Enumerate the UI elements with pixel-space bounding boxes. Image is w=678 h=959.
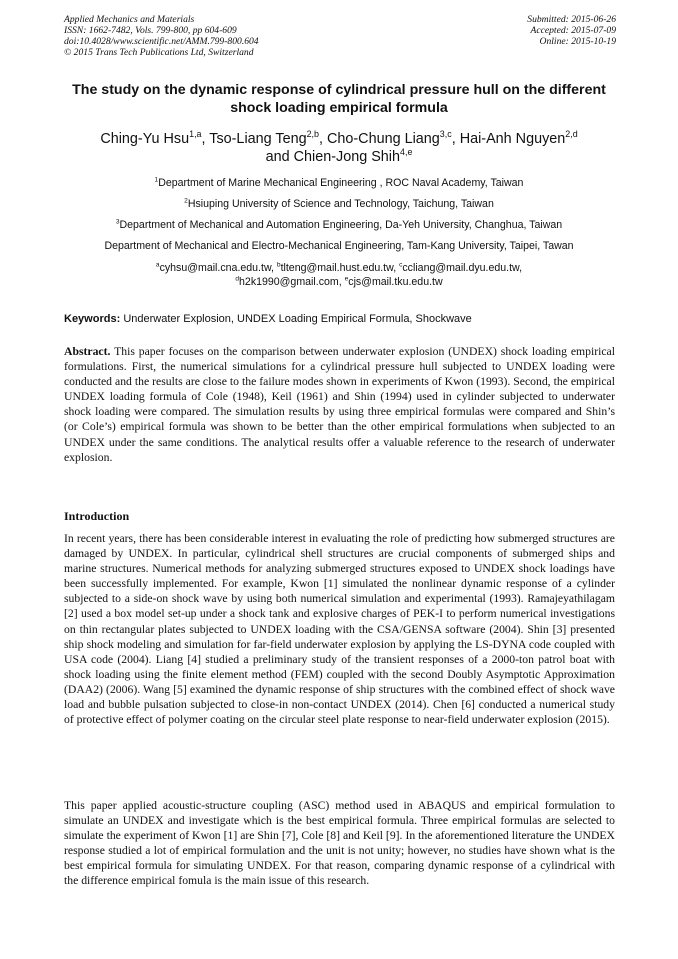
paper-title: The study on the dynamic response of cylindrical pressure hull on the different shock loading empirical formula [72, 82, 606, 116]
email: ccliang@mail.dyu.edu.tw [402, 262, 520, 274]
email-line-2: $^d$h2k1990@gmail.com, $^e$cjs@mail.tku.edu.tw [235, 275, 443, 288]
author-name: Tso-Liang Teng [209, 131, 307, 147]
author-separator: , [318, 131, 327, 147]
email: cjs@mail.tku.edu.tw [348, 276, 443, 288]
affiliation-3 [20, 219, 658, 232]
affiliation-text: Department of Mechanical and Electro-Mechanical Engineering, Tam-Kang University, Taipei, Tawan [104, 240, 574, 252]
journal-name: Applied Mechanics and Materials [64, 14, 195, 25]
author-line-1 [40, 130, 638, 148]
affiliation-2 [20, 198, 658, 211]
author-name: Ching-Yu Hsu [100, 131, 190, 147]
author-line-2 [40, 148, 638, 166]
author-sup: 1,a [189, 129, 202, 140]
author-sup: 2,b [306, 129, 319, 140]
email: tlteng@mail.hust.edu.tw [280, 262, 394, 274]
submission-dates [527, 14, 616, 47]
affiliation-text: Hsiuping University of Science and Technology, Taichung, Taiwan [187, 198, 494, 210]
email: h2k1990@gmail.com [239, 276, 339, 288]
section-heading-introduction: Introduction [64, 509, 130, 523]
abstract-label: Abstract. [64, 345, 111, 358]
intro-paragraph-2: This paper applied acoustic-structure coupling (ASC) method used in ABAQUS and empirical formulation to simulate an UNDEX and investigate which is the best empirical formula. Three empirical formulas are selected to simulate the experiment of Kwon [1] are Shin [7], Cole [8] and Keil [9]. In the aforementioned literature the UNDEX response studied a lot of empirical formulation and the unit is not unity; however, no studies have shown what is the best empirical formula for simulating UNDEX. For that reason, comparing dynamic response of a cylindrical with the difference empirical fomula is the main issue of this research. [64, 799, 615, 888]
journal-info [64, 14, 259, 58]
journal-issn: ISSN: 1662-7482, Vols. 799-800, pp 604-609 [64, 25, 237, 36]
author-separator: , [451, 131, 460, 147]
email-list [20, 261, 658, 289]
author-list [40, 130, 638, 166]
accepted-date: Accepted: 2015-07-09 [530, 25, 616, 36]
email-sup: e [344, 275, 349, 283]
author-sup: 2,d [565, 129, 578, 140]
affiliation-sup: 1 [154, 176, 159, 184]
author-name: Cho-Chung Liang [326, 131, 440, 147]
author-and: and [265, 149, 290, 165]
affiliation-sup: 2 [184, 197, 188, 205]
affiliation-1 [20, 177, 658, 190]
affiliation-text: Department of Marine Mechanical Engineering , ROC Naval Academy, Taiwan [158, 177, 524, 189]
keywords [64, 312, 620, 326]
submitted-date: Submitted: 2015-06-26 [527, 14, 616, 25]
email: cyhsu@mail.cna.edu.tw [159, 262, 272, 274]
author-sup: 4,e [400, 147, 413, 158]
author-name: Chien-Jong Shih [293, 149, 401, 165]
author-name: Hai-Anh Nguyen [459, 131, 566, 147]
affiliation-4 [20, 240, 658, 253]
abstract-text: This paper focuses on the comparison between underwater explosion (UNDEX) shock loading empirical formulations. First, the numerical simulations for a cylindrical pressure hull subjected to UNDEX loading were conducted and the results are close to the failure modes shown in experiments of Kwon (1993). Second, the empirical UNDEX loading formula of Cole (1948), Keil (1961) and Shin (1994) used in cylinder subjected to underwater shock loading were compared. The simulation results by using three empirical formulas were compared and Shin’s (or Cole’s) empirical formula was shown to be better than the other empirical formulations when subjected to an UNDEX under the same conditions. The analytical results offer a valuable reference to the research of underwater explosion. [64, 345, 615, 464]
affiliation-text: Department of Mechanical and Automation Engineering, Da-Yeh University, Changhua, Taiwan [119, 219, 563, 231]
author-separator: , [201, 131, 210, 147]
keywords-label: Keywords: [64, 313, 121, 325]
email-line-1: $^a$cyhsu@mail.cna.edu.tw, $^b$tlteng@mail.hust.edu.tw, $^c$ccliang@mail.dyu.edu.tw, [155, 261, 523, 274]
abstract [64, 344, 615, 465]
email-sup: d [235, 275, 240, 283]
journal-copyright: © 2015 Trans Tech Publications Ltd, Switzerland [64, 47, 254, 58]
affiliation-sup: 3 [115, 218, 120, 226]
online-date: Online: 2015-10-19 [539, 36, 616, 47]
keywords-text: Underwater Explosion, UNDEX Loading Empirical Formula, Shockwave [123, 313, 472, 325]
journal-doi: doi:10.4028/www.scientific.net/AMM.799-800.604 [64, 36, 259, 47]
author-sup: 3,c [439, 129, 452, 140]
email-sup: c [399, 261, 403, 269]
email-sup: b [276, 261, 281, 269]
intro-paragraph-1: In recent years, there has been considerable interest in evaluating the role of predicting how submerged structures are damaged by UNDEX. In particular, cylindrical shell structures are crucial components of submerged ships and marine structures. Numerical methods for analyzing submerged structures exposed to UNDEX shock loadings have been successfully implemented. For example, Kwon [1] simulated the nonlinear dynamic response of a cylinder subjected to a side-on shock wave by using both numerical simulation and experimental (1993). Ramajeyathilagam [2] used a box model set-up under a shock tank and explosive charges of PEK-I to perform numerical investigations on thin rectangular plates subjected to UNDEX loading with the CSA/GENSA software (2004). Shin [3] presented ship shock modeling and simulation for far-field underwater explosion by applying the LS-DYNA code coupled with USA code (2004). Liang [4] studied a preliminary study of the transient responses of a 2000-ton patrol boat with shock loading using the finite element method (FEM) coupled with the second Doubly Asymptotic Approximation (DAA2) (2006). Wang [5] examined the dynamic response of ship structures with the combined effect of shock wave load and bubble pulsation subjected to close-in non-contact UNDEX (2014). Chen [6] conducted a numerical study of protective effect of polymer coating on the circular steel plate response to near-field underwater explosion (2015). [64, 532, 615, 727]
email-sup: a [155, 261, 160, 269]
